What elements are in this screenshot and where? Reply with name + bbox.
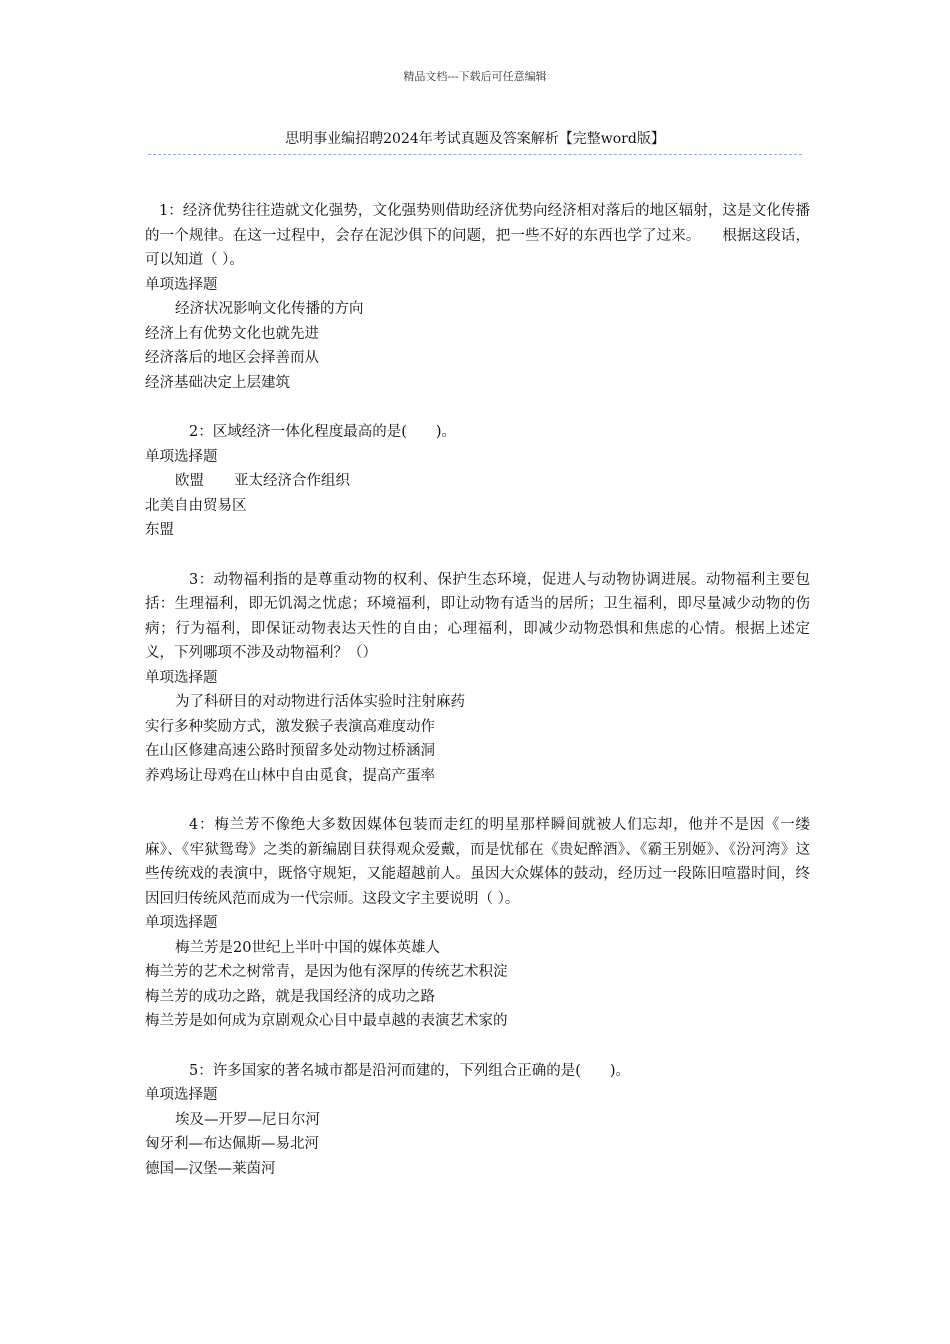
question-type: 单项选择题 [145, 448, 218, 465]
question-stem: 4：梅兰芳不像绝大多数因媒体包装而走红的明星那样瞬间就被人们忘却，他并不是因《一缕麻》、《牢狱鸳鸯》之类的新编剧目获得观众爱戴，而是忧郁在《贵妃醉酒》、《霸王别姬》、《汾河湾》这些传统戏的表演中，既恪守规矩，又能超越前人。虽因大众媒体的鼓动，经历过一段陈旧喧嚣时间，终因回归传统风范而成为一代宗师。这段文字主要说明（ ）。 [145, 817, 810, 907]
option-c: 梅兰芳的成功之路，就是我国经济的成功之路 [145, 988, 435, 1005]
question-list [145, 199, 810, 1206]
question-stem: 2：区域经济一体化程度最高的是( )。 [189, 424, 457, 440]
option-a: 梅兰芳是20世纪上半叶中国的媒体英雄人 [175, 939, 440, 956]
option-d: 梅兰芳是如何成为京剧观众心目中最卓越的表演艺术家的 [145, 1013, 508, 1029]
question-3 [145, 568, 810, 789]
header-note: 精品文档---下载后可任意编辑 [403, 70, 547, 83]
question-4 [145, 813, 810, 1034]
option-a: 埃及—开罗—尼日尔河 [175, 1111, 320, 1128]
option-a: 经济状况影响文化传播的方向 [175, 301, 364, 317]
option-a: 为了科研目的对动物进行活体实验时注射麻药 [175, 694, 465, 710]
question-stem: 3：动物福利指的是尊重动物的权利、保护生态环境，促进人与动物协调进展。动物福利主要包括：生理福利，即无饥渴之忧虑；环境福利，即让动物有适当的居所；卫生福利，即尽量减少动物的伤病；行为福利，即保证动物表达天性的自由；心理福利，即减少动物恐惧和焦虑的心情。根据上述定义，下列哪项不涉及动物福利？（） [145, 571, 810, 661]
option-a: 欧盟 [175, 473, 204, 489]
question-2 [145, 420, 810, 543]
question-stem: 1：经济优势往往造就文化强势，文化强势则借助经济优势向经济相对落后的地区辐射，这是文化传播的一个规律。在这一过程中，会存在泥沙俱下的问题，把一些不好的东西也学了过来。 根据这段话，可以知道（ ）。 [145, 203, 810, 268]
option-d: 养鸡场让母鸡在山林中自由觅食，提高产蛋率 [145, 767, 435, 784]
option-b: 梅兰芳的艺术之树常青，是因为他有深厚的传统艺术积淀 [145, 964, 508, 980]
document-title: 思明事业编招聘2024年考试真题及答案解析【完整word版】 [285, 131, 665, 147]
option-d: 经济基础决定上层建筑 [145, 374, 290, 391]
question-type: 单项选择题 [145, 915, 218, 931]
option-c: 德国—汉堡—莱茵河 [145, 1160, 276, 1177]
question-type: 单项选择题 [145, 276, 218, 293]
option-c: 经济落后的地区会择善而从 [145, 350, 319, 366]
option-b: 匈牙利—布达佩斯—易北河 [145, 1136, 319, 1152]
question-stem: 5：许多国家的著名城市都是沿河而建的，下列组合正确的是( )。 [189, 1062, 631, 1079]
question-type: 单项选择题 [145, 669, 218, 686]
question-type: 单项选择题 [145, 1087, 218, 1103]
option-b: 经济上有优势文化也就先进 [145, 325, 319, 342]
question-5 [145, 1059, 810, 1182]
option-b: 亚太经济合作组织 [234, 473, 350, 489]
question-1 [145, 199, 810, 395]
title-divider [148, 154, 802, 155]
option-d: 东盟 [145, 522, 174, 538]
option-row [145, 469, 810, 494]
option-b: 实行多种奖励方式，激发猴子表演高难度动作 [145, 718, 435, 735]
option-c: 北美自由贸易区 [145, 497, 247, 514]
option-c: 在山区修建高速公路时预留多处动物过桥涵洞 [145, 743, 435, 759]
